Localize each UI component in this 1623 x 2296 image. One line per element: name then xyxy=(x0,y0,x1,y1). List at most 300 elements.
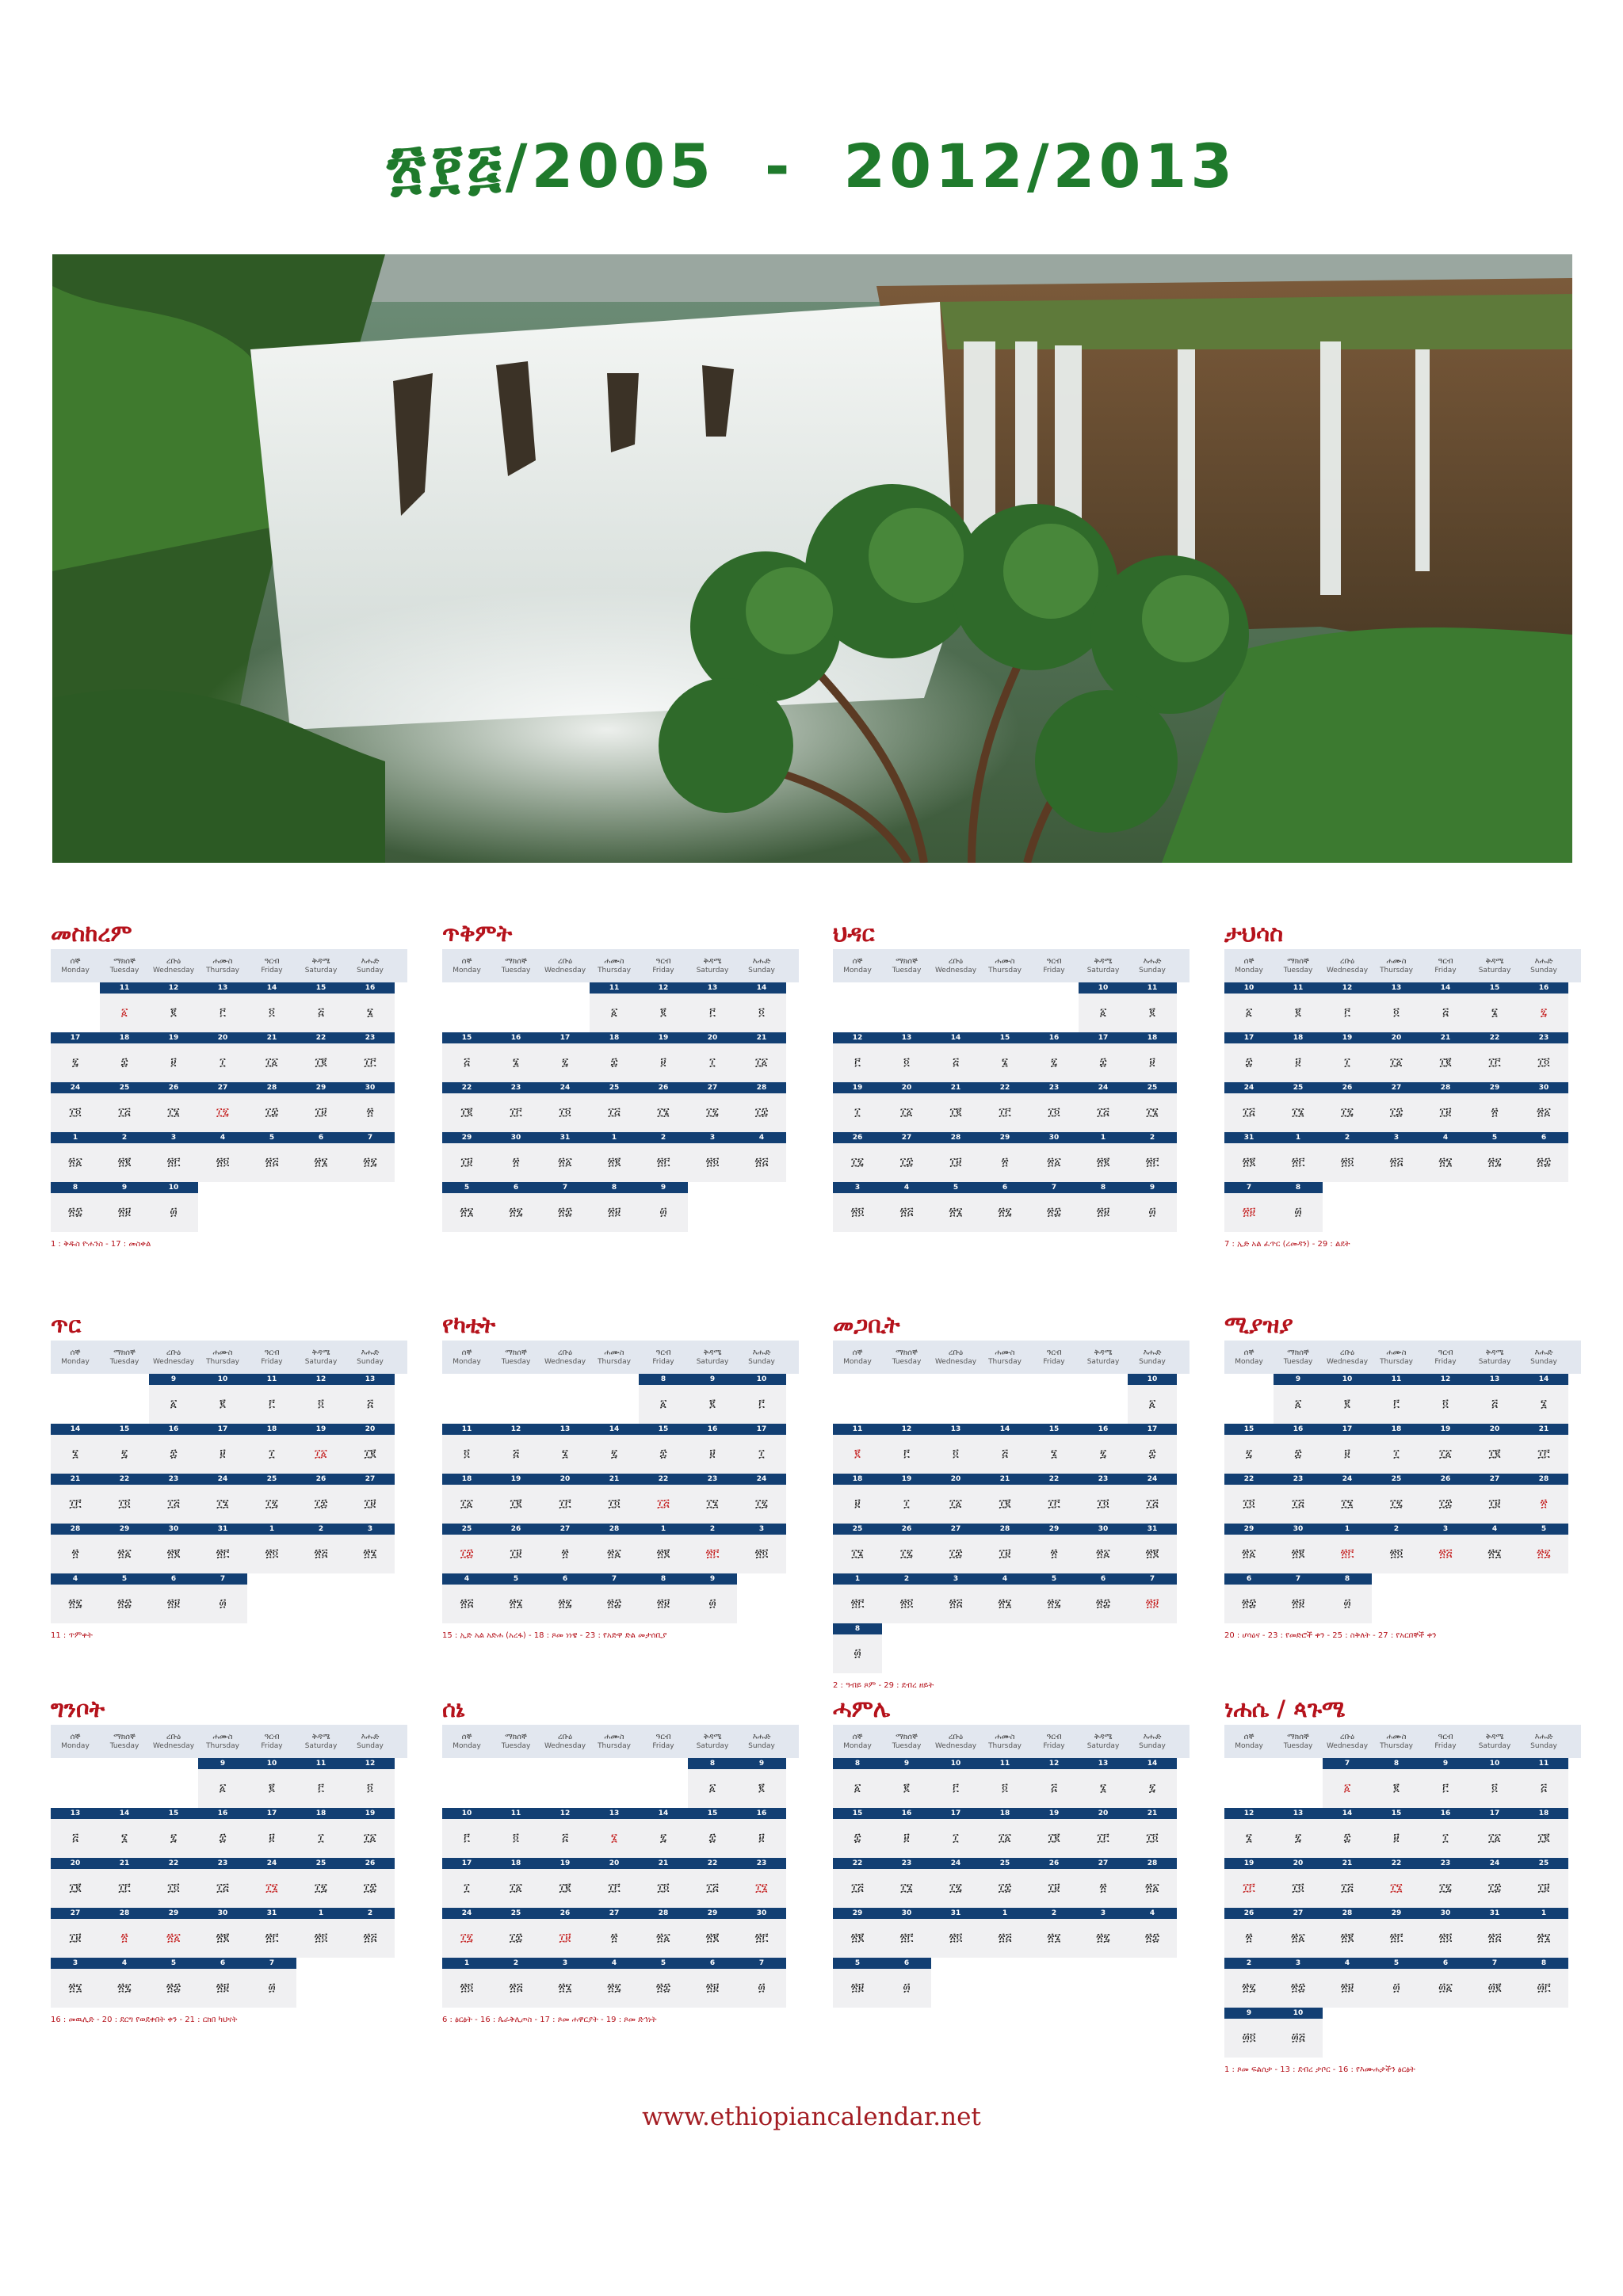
ethiopian-date[interactable]: ፳፩ xyxy=(1128,1869,1177,1908)
ethiopian-date[interactable]: ፳፯ xyxy=(346,1143,395,1182)
ethiopian-date[interactable]: ፲ xyxy=(931,1819,980,1858)
ethiopian-date[interactable]: ፳፩ xyxy=(149,1919,198,1958)
ethiopian-date[interactable]: ፲፮ xyxy=(198,1485,247,1524)
ethiopian-date[interactable]: ፲፫ xyxy=(980,1093,1029,1132)
ethiopian-date[interactable]: ፲፭ xyxy=(149,1485,198,1524)
ethiopian-date[interactable]: ፰ xyxy=(100,1043,149,1082)
ethiopian-date[interactable]: ፲፱ xyxy=(1421,1093,1470,1132)
ethiopian-date[interactable]: ፰ xyxy=(1079,1043,1128,1082)
ethiopian-date[interactable]: ፯ xyxy=(639,1819,688,1858)
ethiopian-date[interactable]: ፲፯ xyxy=(833,1143,882,1182)
ethiopian-date[interactable]: ፮ xyxy=(590,1819,639,1858)
ethiopian-date[interactable]: ፲፯ xyxy=(198,1093,247,1132)
ethiopian-date[interactable]: ፲፪ xyxy=(931,1093,980,1132)
ethiopian-date[interactable]: ፳፫ xyxy=(1128,1143,1177,1182)
ethiopian-date[interactable]: ፳፭ xyxy=(980,1919,1029,1958)
ethiopian-date[interactable]: ፪ xyxy=(1323,1385,1372,1424)
ethiopian-date[interactable]: ፲፩ xyxy=(1421,1435,1470,1474)
ethiopian-date[interactable]: ፫ xyxy=(1323,994,1372,1032)
ethiopian-date[interactable]: ፲፬ xyxy=(1128,1819,1177,1858)
ethiopian-date[interactable]: ፳፬ xyxy=(833,1193,882,1232)
ethiopian-date[interactable]: ፭ xyxy=(1029,1769,1079,1808)
ethiopian-date[interactable]: ፪ xyxy=(247,1769,296,1808)
ethiopian-date[interactable]: ፭ xyxy=(51,1819,100,1858)
ethiopian-date[interactable]: ፯ xyxy=(1128,1769,1177,1808)
ethiopian-date[interactable]: ፲፬ xyxy=(590,1485,639,1524)
ethiopian-date[interactable]: ፲፭ xyxy=(100,1093,149,1132)
ethiopian-date[interactable]: ፳፯ xyxy=(1079,1919,1128,1958)
ethiopian-date[interactable]: ፯ xyxy=(1079,1435,1128,1474)
ethiopian-date[interactable]: ፳፪ xyxy=(590,1143,639,1182)
ethiopian-date[interactable]: ፳፫ xyxy=(198,1535,247,1573)
ethiopian-date[interactable]: ፬ xyxy=(296,1385,346,1424)
ethiopian-date[interactable]: ፳፫ xyxy=(688,1535,737,1573)
ethiopian-date[interactable]: ፳፯ xyxy=(1470,1143,1519,1182)
ethiopian-date[interactable]: ፳፰ xyxy=(1029,1193,1079,1232)
ethiopian-date[interactable]: ፪ xyxy=(833,1435,882,1474)
ethiopian-date[interactable]: ፴፩ xyxy=(1421,1969,1470,2008)
ethiopian-date[interactable]: ፭ xyxy=(980,1435,1029,1474)
ethiopian-date[interactable]: ፳ xyxy=(491,1143,540,1182)
ethiopian-date[interactable]: ፲ xyxy=(737,1435,786,1474)
ethiopian-date[interactable]: ፬ xyxy=(442,1435,491,1474)
ethiopian-date[interactable]: ፰ xyxy=(198,1819,247,1858)
ethiopian-date[interactable]: ፳፯ xyxy=(1029,1585,1079,1623)
ethiopian-date[interactable]: ፲፰ xyxy=(442,1535,491,1573)
ethiopian-date[interactable]: ፪ xyxy=(1372,1769,1421,1808)
ethiopian-date[interactable]: ፲፪ xyxy=(51,1869,100,1908)
ethiopian-date[interactable]: ፬ xyxy=(491,1819,540,1858)
ethiopian-date[interactable]: ፭ xyxy=(442,1043,491,1082)
ethiopian-date[interactable]: ፩ xyxy=(1274,1385,1323,1424)
ethiopian-date[interactable]: ፲፭ xyxy=(198,1869,247,1908)
ethiopian-date[interactable]: ፪ xyxy=(639,994,688,1032)
ethiopian-date[interactable]: ፲፭ xyxy=(590,1093,639,1132)
ethiopian-date[interactable]: ፴፬ xyxy=(1224,2019,1274,2058)
ethiopian-date[interactable]: ፴ xyxy=(247,1969,296,2008)
ethiopian-date[interactable]: ፲፩ xyxy=(1372,1043,1421,1082)
ethiopian-date[interactable]: ፳፪ xyxy=(149,1535,198,1573)
ethiopian-date[interactable]: ፭ xyxy=(346,1385,395,1424)
ethiopian-date[interactable]: ፳፩ xyxy=(1274,1919,1323,1958)
ethiopian-date[interactable]: ፫ xyxy=(296,1769,346,1808)
ethiopian-date[interactable]: ፲፩ xyxy=(247,1043,296,1082)
ethiopian-date[interactable]: ፳፭ xyxy=(442,1585,491,1623)
ethiopian-date[interactable]: ፩ xyxy=(1128,1385,1177,1424)
ethiopian-date[interactable]: ፫ xyxy=(1372,1385,1421,1424)
ethiopian-date[interactable]: ፳፯ xyxy=(100,1969,149,2008)
ethiopian-date[interactable]: ፲፩ xyxy=(882,1093,931,1132)
ethiopian-date[interactable]: ፩ xyxy=(100,994,149,1032)
ethiopian-date[interactable]: ፲፯ xyxy=(882,1535,931,1573)
ethiopian-date[interactable]: ፭ xyxy=(1519,1769,1568,1808)
ethiopian-date[interactable]: ፲፮ xyxy=(247,1869,296,1908)
ethiopian-date[interactable]: ፲፯ xyxy=(931,1869,980,1908)
ethiopian-date[interactable]: ፲ xyxy=(296,1819,346,1858)
ethiopian-date[interactable]: ፳፬ xyxy=(1323,1143,1372,1182)
ethiopian-date[interactable]: ፲፪ xyxy=(1519,1819,1568,1858)
ethiopian-date[interactable]: ፯ xyxy=(1519,994,1568,1032)
ethiopian-date[interactable]: ፲፯ xyxy=(1421,1869,1470,1908)
ethiopian-date[interactable]: ፳፬ xyxy=(882,1585,931,1623)
ethiopian-date[interactable]: ፯ xyxy=(51,1043,100,1082)
ethiopian-date[interactable]: ፳፮ xyxy=(51,1969,100,2008)
ethiopian-date[interactable]: ፴ xyxy=(1323,1585,1372,1623)
ethiopian-date[interactable]: ፳፫ xyxy=(882,1919,931,1958)
ethiopian-date[interactable]: ፳፩ xyxy=(1079,1535,1128,1573)
ethiopian-date[interactable]: ፳፱ xyxy=(688,1969,737,2008)
ethiopian-date[interactable]: ፰ xyxy=(833,1819,882,1858)
ethiopian-date[interactable]: ፳፫ xyxy=(1274,1143,1323,1182)
ethiopian-date[interactable]: ፳፪ xyxy=(639,1535,688,1573)
ethiopian-date[interactable]: ፮ xyxy=(1470,994,1519,1032)
ethiopian-date[interactable]: ፩ xyxy=(833,1769,882,1808)
ethiopian-date[interactable]: ፰ xyxy=(590,1043,639,1082)
ethiopian-date[interactable]: ፩ xyxy=(639,1385,688,1424)
ethiopian-date[interactable]: ፮ xyxy=(1224,1819,1274,1858)
ethiopian-date[interactable]: ፭ xyxy=(1470,1385,1519,1424)
ethiopian-date[interactable]: ፴፪ xyxy=(1470,1969,1519,2008)
ethiopian-date[interactable]: ፳፱ xyxy=(1079,1193,1128,1232)
ethiopian-date[interactable]: ፲ xyxy=(198,1043,247,1082)
ethiopian-date[interactable]: ፩ xyxy=(149,1385,198,1424)
ethiopian-date[interactable]: ፳፭ xyxy=(882,1193,931,1232)
ethiopian-date[interactable]: ፲፭ xyxy=(1079,1093,1128,1132)
ethiopian-date[interactable]: ፳፫ xyxy=(149,1143,198,1182)
ethiopian-date[interactable]: ፳፮ xyxy=(346,1535,395,1573)
ethiopian-date[interactable]: ፳፫ xyxy=(737,1919,786,1958)
ethiopian-date[interactable]: ፲፮ xyxy=(833,1535,882,1573)
ethiopian-date[interactable]: ፳ xyxy=(346,1093,395,1132)
ethiopian-date[interactable]: ፲፱ xyxy=(491,1535,540,1573)
ethiopian-date[interactable]: ፯ xyxy=(590,1435,639,1474)
ethiopian-date[interactable]: ፳፭ xyxy=(247,1143,296,1182)
ethiopian-date[interactable]: ፳ xyxy=(1029,1535,1079,1573)
ethiopian-date[interactable]: ፲፪ xyxy=(980,1485,1029,1524)
ethiopian-date[interactable]: ፮ xyxy=(346,994,395,1032)
ethiopian-date[interactable]: ፭ xyxy=(296,994,346,1032)
ethiopian-date[interactable]: ፳፬ xyxy=(1372,1535,1421,1573)
ethiopian-date[interactable]: ፲ xyxy=(1421,1819,1470,1858)
ethiopian-date[interactable]: ፬ xyxy=(737,994,786,1032)
ethiopian-date[interactable]: ፴ xyxy=(882,1969,931,2008)
ethiopian-date[interactable]: ፭ xyxy=(491,1435,540,1474)
ethiopian-date[interactable]: ፬ xyxy=(931,1435,980,1474)
ethiopian-date[interactable]: ፲፯ xyxy=(1323,1093,1372,1132)
ethiopian-date[interactable]: ፲፬ xyxy=(540,1093,590,1132)
ethiopian-date[interactable]: ፱ xyxy=(639,1043,688,1082)
ethiopian-date[interactable]: ፳፯ xyxy=(491,1193,540,1232)
ethiopian-date[interactable]: ፲፱ xyxy=(346,1485,395,1524)
ethiopian-date[interactable]: ፲፱ xyxy=(980,1535,1029,1573)
ethiopian-date[interactable]: ፳፩ xyxy=(1029,1143,1079,1182)
ethiopian-date[interactable]: ፳፩ xyxy=(540,1143,590,1182)
ethiopian-date[interactable]: ፱ xyxy=(149,1043,198,1082)
ethiopian-date[interactable]: ፳፩ xyxy=(639,1919,688,1958)
ethiopian-date[interactable]: ፲፬ xyxy=(1079,1485,1128,1524)
ethiopian-date[interactable]: ፫ xyxy=(737,1385,786,1424)
ethiopian-date[interactable]: ፲፬ xyxy=(1274,1869,1323,1908)
ethiopian-date[interactable]: ፲፩ xyxy=(980,1819,1029,1858)
ethiopian-date[interactable]: ፳፭ xyxy=(1470,1919,1519,1958)
ethiopian-date[interactable]: ፲፩ xyxy=(296,1435,346,1474)
ethiopian-date[interactable]: ፲ xyxy=(1323,1043,1372,1082)
ethiopian-date[interactable]: ፰ xyxy=(1274,1435,1323,1474)
ethiopian-date[interactable]: ፬ xyxy=(980,1769,1029,1808)
ethiopian-date[interactable]: ፳፪ xyxy=(1128,1535,1177,1573)
ethiopian-date[interactable]: ፲፪ xyxy=(296,1043,346,1082)
ethiopian-date[interactable]: ፫ xyxy=(688,994,737,1032)
ethiopian-date[interactable]: ፫ xyxy=(198,994,247,1032)
ethiopian-date[interactable]: ፳፮ xyxy=(980,1585,1029,1623)
ethiopian-date[interactable]: ፲፮ xyxy=(737,1869,786,1908)
ethiopian-date[interactable]: ፲፪ xyxy=(442,1093,491,1132)
ethiopian-date[interactable]: ፳፬ xyxy=(688,1143,737,1182)
ethiopian-date[interactable]: ፰ xyxy=(1224,1043,1274,1082)
ethiopian-date[interactable]: ፲፰ xyxy=(1421,1485,1470,1524)
ethiopian-date[interactable]: ፳ xyxy=(1224,1919,1274,1958)
ethiopian-date[interactable]: ፲፪ xyxy=(540,1869,590,1908)
ethiopian-date[interactable]: ፳፮ xyxy=(491,1585,540,1623)
ethiopian-date[interactable]: ፲፫ xyxy=(1519,1435,1568,1474)
ethiopian-date[interactable]: ፳፮ xyxy=(931,1193,980,1232)
ethiopian-date[interactable]: ፲፰ xyxy=(491,1919,540,1958)
ethiopian-date[interactable]: ፭ xyxy=(1421,994,1470,1032)
ethiopian-date[interactable]: ፲፩ xyxy=(1470,1819,1519,1858)
ethiopian-date[interactable]: ፳፬ xyxy=(737,1535,786,1573)
ethiopian-date[interactable]: ፬ xyxy=(247,994,296,1032)
ethiopian-date[interactable]: ፳፬ xyxy=(296,1919,346,1958)
ethiopian-date[interactable]: ፲፩ xyxy=(491,1869,540,1908)
ethiopian-date[interactable]: ፪ xyxy=(737,1769,786,1808)
ethiopian-date[interactable]: ፬ xyxy=(346,1769,395,1808)
ethiopian-date[interactable]: ፳፱ xyxy=(100,1193,149,1232)
ethiopian-date[interactable]: ፲፰ xyxy=(980,1869,1029,1908)
ethiopian-date[interactable]: ፲ xyxy=(833,1093,882,1132)
ethiopian-date[interactable]: ፳፭ xyxy=(346,1919,395,1958)
ethiopian-date[interactable]: ፲፰ xyxy=(296,1485,346,1524)
ethiopian-date[interactable]: ፳፫ xyxy=(1372,1919,1421,1958)
ethiopian-date[interactable]: ፯ xyxy=(100,1435,149,1474)
ethiopian-date[interactable]: ፪ xyxy=(149,994,198,1032)
ethiopian-date[interactable]: ፳፩ xyxy=(51,1143,100,1182)
ethiopian-date[interactable]: ፳፱ xyxy=(149,1585,198,1623)
ethiopian-date[interactable]: ፲፬ xyxy=(1519,1043,1568,1082)
ethiopian-date[interactable]: ፴ xyxy=(149,1193,198,1232)
ethiopian-date[interactable]: ፳፮ xyxy=(442,1193,491,1232)
ethiopian-date[interactable]: ፱ xyxy=(247,1819,296,1858)
ethiopian-date[interactable]: ፭ xyxy=(540,1819,590,1858)
ethiopian-date[interactable]: ፱ xyxy=(688,1435,737,1474)
ethiopian-date[interactable]: ፳፪ xyxy=(100,1143,149,1182)
ethiopian-date[interactable]: ፳፱ xyxy=(1274,1585,1323,1623)
ethiopian-date[interactable]: ፲፫ xyxy=(1224,1869,1274,1908)
ethiopian-date[interactable]: ፲፰ xyxy=(882,1143,931,1182)
ethiopian-date[interactable]: ፳ xyxy=(980,1143,1029,1182)
ethiopian-date[interactable]: ፲፩ xyxy=(442,1485,491,1524)
ethiopian-date[interactable]: ፳፬ xyxy=(198,1143,247,1182)
ethiopian-date[interactable]: ፮ xyxy=(100,1819,149,1858)
ethiopian-date[interactable]: ፪ xyxy=(1128,994,1177,1032)
ethiopian-date[interactable]: ፲፪ xyxy=(346,1435,395,1474)
ethiopian-date[interactable]: ፮ xyxy=(1079,1769,1128,1808)
ethiopian-date[interactable]: ፲፰ xyxy=(1372,1093,1421,1132)
ethiopian-date[interactable]: ፴ xyxy=(1274,1193,1323,1232)
ethiopian-date[interactable]: ፲ xyxy=(688,1043,737,1082)
ethiopian-date[interactable]: ፲፩ xyxy=(737,1043,786,1082)
ethiopian-date[interactable]: ፲፭ xyxy=(1323,1869,1372,1908)
ethiopian-date[interactable]: ፲፭ xyxy=(1274,1485,1323,1524)
ethiopian-date[interactable]: ፲ xyxy=(882,1485,931,1524)
ethiopian-date[interactable]: ፲፫ xyxy=(51,1485,100,1524)
ethiopian-date[interactable]: ፴ xyxy=(1128,1193,1177,1232)
ethiopian-date[interactable]: ፳፩ xyxy=(1519,1093,1568,1132)
ethiopian-date[interactable]: ፲፭ xyxy=(688,1869,737,1908)
ethiopian-date[interactable]: ፳፬ xyxy=(1421,1919,1470,1958)
ethiopian-date[interactable]: ፩ xyxy=(198,1769,247,1808)
ethiopian-date[interactable]: ፳፯ xyxy=(51,1585,100,1623)
ethiopian-date[interactable]: ፳፫ xyxy=(247,1919,296,1958)
ethiopian-date[interactable]: ፳፩ xyxy=(590,1535,639,1573)
ethiopian-date[interactable]: ፱ xyxy=(833,1485,882,1524)
ethiopian-date[interactable]: ፲፫ xyxy=(491,1093,540,1132)
ethiopian-date[interactable]: ፫ xyxy=(247,1385,296,1424)
ethiopian-date[interactable]: ፲፮ xyxy=(639,1093,688,1132)
ethiopian-date[interactable]: ፲፮ xyxy=(688,1485,737,1524)
ethiopian-date[interactable]: ፮ xyxy=(1519,1385,1568,1424)
ethiopian-date[interactable]: ፮ xyxy=(980,1043,1029,1082)
ethiopian-date[interactable]: ፴ xyxy=(688,1585,737,1623)
ethiopian-date[interactable]: ፲ xyxy=(247,1435,296,1474)
ethiopian-date[interactable]: ፳፪ xyxy=(1224,1143,1274,1182)
ethiopian-date[interactable]: ፳፱ xyxy=(1323,1969,1372,2008)
ethiopian-date[interactable]: ፳፱ xyxy=(639,1585,688,1623)
ethiopian-date[interactable]: ፳፭ xyxy=(931,1585,980,1623)
ethiopian-date[interactable]: ፳፩ xyxy=(100,1535,149,1573)
ethiopian-date[interactable]: ፳፯ xyxy=(540,1585,590,1623)
ethiopian-date[interactable]: ፲፭ xyxy=(1128,1485,1177,1524)
ethiopian-date[interactable]: ፲፩ xyxy=(346,1819,395,1858)
ethiopian-date[interactable]: ፳፰ xyxy=(1224,1585,1274,1623)
ethiopian-date[interactable]: ፰ xyxy=(1323,1819,1372,1858)
ethiopian-date[interactable]: ፳፪ xyxy=(833,1919,882,1958)
ethiopian-date[interactable]: ፳፭ xyxy=(1372,1143,1421,1182)
ethiopian-date[interactable]: ፳፰ xyxy=(1128,1919,1177,1958)
ethiopian-date[interactable]: ፲፰ xyxy=(247,1093,296,1132)
ethiopian-date[interactable]: ፩ xyxy=(1224,994,1274,1032)
ethiopian-date[interactable]: ፳፱ xyxy=(198,1969,247,2008)
ethiopian-date[interactable]: ፩ xyxy=(590,994,639,1032)
ethiopian-date[interactable]: ፳፭ xyxy=(296,1535,346,1573)
ethiopian-date[interactable]: ፫ xyxy=(1421,1769,1470,1808)
ethiopian-date[interactable]: ፳፰ xyxy=(100,1585,149,1623)
ethiopian-date[interactable]: ፯ xyxy=(149,1819,198,1858)
ethiopian-date[interactable]: ፴፫ xyxy=(1519,1969,1568,2008)
ethiopian-date[interactable]: ፰ xyxy=(639,1435,688,1474)
ethiopian-date[interactable]: ፲፫ xyxy=(1029,1485,1079,1524)
ethiopian-date[interactable]: ፫ xyxy=(931,1769,980,1808)
ethiopian-date[interactable]: ፪ xyxy=(198,1385,247,1424)
ethiopian-date[interactable]: ፳፬ xyxy=(931,1919,980,1958)
ethiopian-date[interactable]: ፳፯ xyxy=(590,1969,639,2008)
ethiopian-date[interactable]: ፳፰ xyxy=(540,1193,590,1232)
ethiopian-date[interactable]: ፯ xyxy=(1029,1043,1079,1082)
ethiopian-date[interactable]: ፮ xyxy=(491,1043,540,1082)
ethiopian-date[interactable]: ፪ xyxy=(882,1769,931,1808)
ethiopian-date[interactable]: ፳፮ xyxy=(296,1143,346,1182)
ethiopian-date[interactable]: ፳ xyxy=(590,1919,639,1958)
ethiopian-date[interactable]: ፲፫ xyxy=(346,1043,395,1082)
ethiopian-date[interactable]: ፲፫ xyxy=(540,1485,590,1524)
ethiopian-date[interactable]: ፳ xyxy=(51,1535,100,1573)
ethiopian-date[interactable]: ፲፬ xyxy=(100,1485,149,1524)
ethiopian-date[interactable]: ፱ xyxy=(1372,1819,1421,1858)
ethiopian-date[interactable]: ፲፮ xyxy=(1128,1093,1177,1132)
ethiopian-date[interactable]: ፳፫ xyxy=(1323,1535,1372,1573)
ethiopian-date[interactable]: ፲፭ xyxy=(1224,1093,1274,1132)
ethiopian-date[interactable]: ፪ xyxy=(1274,994,1323,1032)
ethiopian-date[interactable]: ፳፪ xyxy=(198,1919,247,1958)
ethiopian-date[interactable]: ፲፱ xyxy=(296,1093,346,1132)
ethiopian-date[interactable]: ፳፰ xyxy=(590,1585,639,1623)
ethiopian-date[interactable]: ፴ xyxy=(737,1969,786,2008)
ethiopian-date[interactable]: ፳፱ xyxy=(833,1969,882,2008)
ethiopian-date[interactable]: ፲፭ xyxy=(833,1869,882,1908)
ethiopian-date[interactable]: ፳፪ xyxy=(1323,1919,1372,1958)
ethiopian-date[interactable]: ፲፮ xyxy=(149,1093,198,1132)
ethiopian-date[interactable]: ፳፱ xyxy=(1128,1585,1177,1623)
ethiopian-date[interactable]: ፳፰ xyxy=(51,1193,100,1232)
ethiopian-date[interactable]: ፳ xyxy=(1079,1869,1128,1908)
ethiopian-date[interactable]: ፲፱ xyxy=(540,1919,590,1958)
ethiopian-date[interactable]: ፮ xyxy=(1029,1435,1079,1474)
ethiopian-date[interactable]: ፲፪ xyxy=(1421,1043,1470,1082)
ethiopian-date[interactable]: ፫ xyxy=(833,1043,882,1082)
ethiopian-date[interactable]: ፳ xyxy=(1470,1093,1519,1132)
ethiopian-date[interactable]: ፲፪ xyxy=(1029,1819,1079,1858)
ethiopian-date[interactable]: ፲፪ xyxy=(491,1485,540,1524)
ethiopian-date[interactable]: ፴ xyxy=(1372,1969,1421,2008)
ethiopian-date[interactable]: ፬ xyxy=(882,1043,931,1082)
ethiopian-date[interactable]: ፲፮ xyxy=(1323,1485,1372,1524)
ethiopian-date[interactable]: ፴፭ xyxy=(1274,2019,1323,2058)
ethiopian-date[interactable]: ፳፮ xyxy=(1029,1919,1079,1958)
ethiopian-date[interactable]: ፬ xyxy=(1470,1769,1519,1808)
ethiopian-date[interactable]: ፱ xyxy=(198,1435,247,1474)
ethiopian-date[interactable]: ፳፰ xyxy=(1519,1143,1568,1182)
ethiopian-date[interactable]: ፯ xyxy=(1224,1435,1274,1474)
ethiopian-date[interactable]: ፯ xyxy=(1274,1819,1323,1858)
ethiopian-date[interactable]: ፲፰ xyxy=(931,1535,980,1573)
ethiopian-date[interactable]: ፳፰ xyxy=(1274,1969,1323,2008)
ethiopian-date[interactable]: ፳ xyxy=(1519,1485,1568,1524)
ethiopian-date[interactable]: ፮ xyxy=(540,1435,590,1474)
ethiopian-date[interactable]: ፱ xyxy=(882,1819,931,1858)
ethiopian-date[interactable]: ፲፮ xyxy=(1274,1093,1323,1132)
ethiopian-date[interactable]: ፳፪ xyxy=(1274,1535,1323,1573)
ethiopian-date[interactable]: ፱ xyxy=(1274,1043,1323,1082)
ethiopian-date[interactable]: ፲፰ xyxy=(1470,1869,1519,1908)
ethiopian-date[interactable]: ፱ xyxy=(737,1819,786,1858)
ethiopian-date[interactable]: ፲፯ xyxy=(296,1869,346,1908)
ethiopian-date[interactable]: ፭ xyxy=(931,1043,980,1082)
ethiopian-date[interactable]: ፲፱ xyxy=(442,1143,491,1182)
ethiopian-date[interactable]: ፬ xyxy=(1421,1385,1470,1424)
ethiopian-date[interactable]: ፳፰ xyxy=(639,1969,688,2008)
ethiopian-date[interactable]: ፮ xyxy=(51,1435,100,1474)
ethiopian-date[interactable]: ፲፫ xyxy=(1079,1819,1128,1858)
ethiopian-date[interactable]: ፪ xyxy=(688,1385,737,1424)
